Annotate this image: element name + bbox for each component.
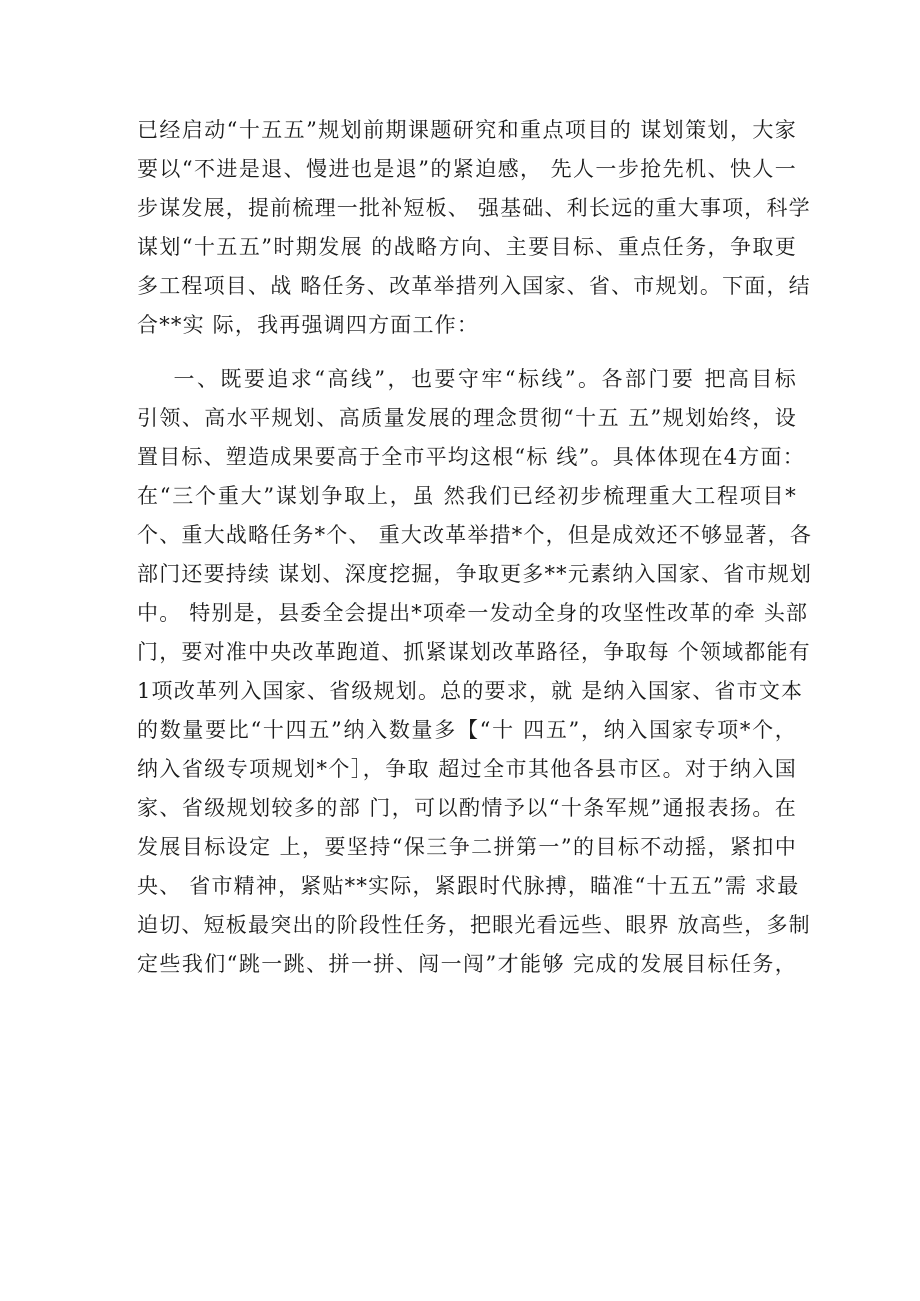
text-line: 在“三个重大”谋划争取上，虽 然我们已经初步梳理重大工程项目*	[137, 484, 797, 508]
text-line: 个、重大战略任务*个、 重大改革举措*个，但是成效还不够显著，各	[137, 523, 813, 547]
text-line: 定些我们“跳一跳、拼一拼、闯一闯”才能够 完成的发展目标任务，	[137, 952, 797, 976]
text-line: 已经启动“十五五”规划前期课题研究和重点项目的 谋划策划，大家	[137, 118, 797, 142]
text-line: 央、 省市精神，紧贴**实际，紧跟时代脉搏，瞄准“十五五”需 求最	[137, 874, 800, 898]
paragraph-heading-line: 一、既要追求“高线”，也要守牢“标线”。各部门要 把高目标	[137, 367, 797, 391]
text-line: 谋划“十五五”时期发展 的战略方向、主要目标、重点任务，争取更	[137, 235, 797, 259]
text-line: 迫切、短板最突出的阶段性任务，把眼光看远些、眼界 放高些，多制	[137, 913, 811, 937]
text-line: 引领、高水平规划、高质量发展的理念贯彻“十五 五”规划始终，设	[137, 406, 797, 430]
text-line: 门，要对准中央改革跑道、抓紧谋划改革路径，争取每 个领域都能有	[137, 640, 811, 664]
text-line: 步谋发展，提前梳理一批补短板、 强基础、利长远的重大事项，科学	[137, 196, 811, 220]
text-line: 的数量要比“十四五”纳入数量多【“十 四五”，纳入国家专项*个，	[137, 718, 797, 742]
text-line: 合**实 际，我再强调四方面工作：	[137, 313, 480, 337]
document-body	[137, 111, 813, 984]
text-line: 1项改革列入国家、省级规划。总的要求，就 是纳入国家、省市文本	[137, 679, 804, 703]
text-line: 中。 特别是，县委全会提出*项牵一发动全身的攻坚性改革的牵 头部	[137, 601, 809, 625]
text-line: 置目标、塑造成果要高于全市平均这根“标 线”。具体体现在4方面：	[137, 445, 805, 469]
text-line: 部门还要持续 谋划、深度挖掘，争取更多**元素纳入国家、省市规划	[137, 562, 813, 586]
text-line: 发展目标设定 上，要坚持“保三争二拼第一”的目标不动摇，紧扣中	[137, 835, 797, 859]
text-line: 多工程项目、战 略任务、改革举措列入国家、省、市规划。下面，结	[137, 274, 811, 298]
text-line: 纳入省级专项规划*个］，争取 超过全市其他各县市区。对于纳入国	[137, 757, 797, 781]
text-line: 家、省级规划较多的部 门，可以酌情予以“十条军规”通报表扬。在	[137, 796, 797, 820]
text-line: 要以“不进是退、慢进也是退”的紧迫感， 先人一步抢先机、快人一	[137, 157, 797, 181]
